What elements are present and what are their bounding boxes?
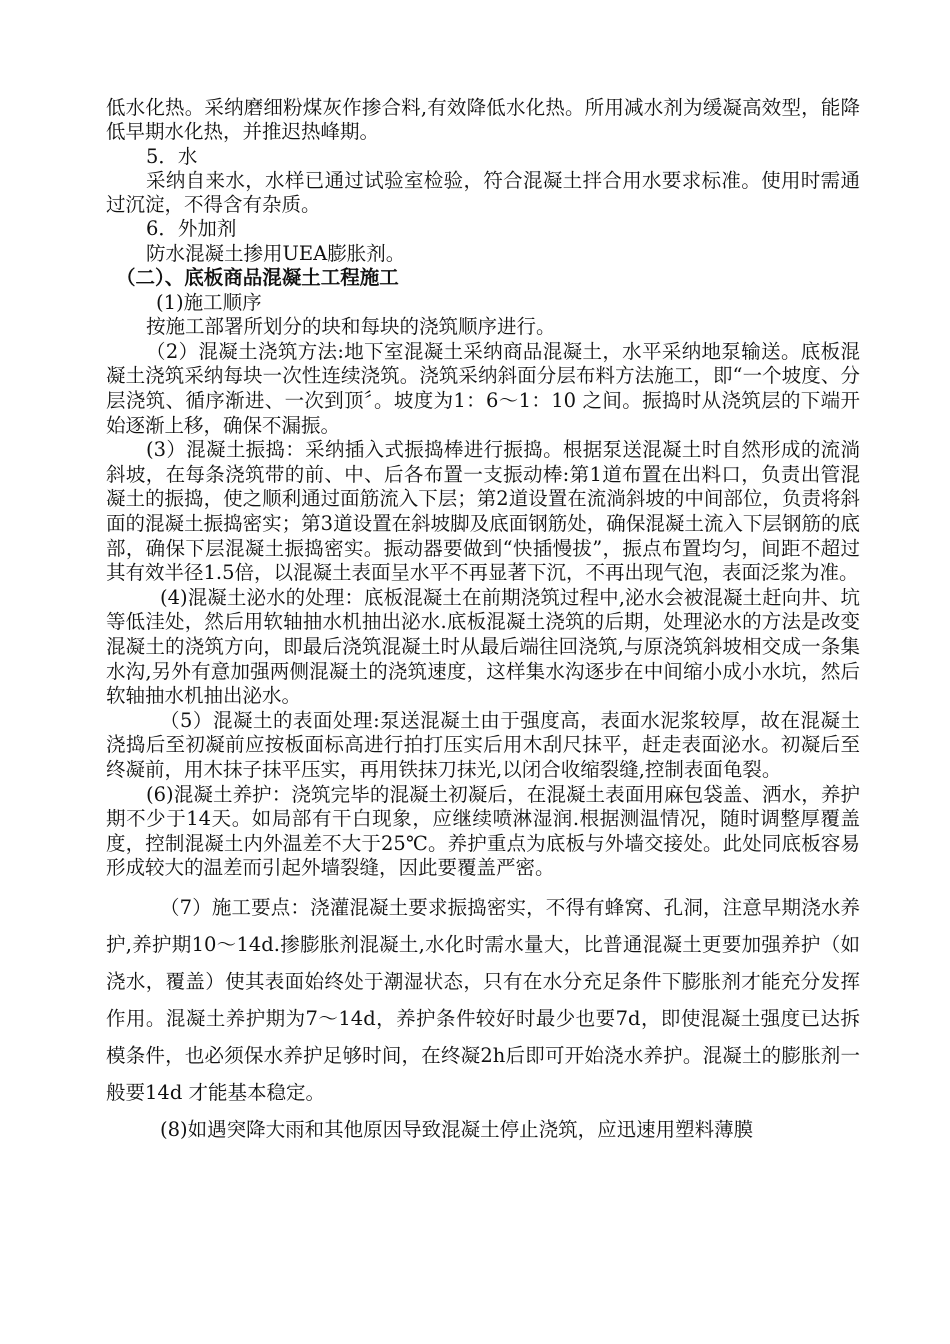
step-5-paragraph: （5）混凝土的表面处理:泵送混凝土由于强度高，表面水泥浆较厚，故在混凝土浇捣后至初凝前应按板面标高进行拍打压实后用木刮尺抹平，赶走表面泌水。初凝后至终凝前，用木抹子抹平压实，再用铁抹刀抹光,以闭合收缩裂缝,控制表面龟裂。 bbox=[106, 708, 860, 781]
paragraph-heat-continued: 低水化热。采纳磨细粉煤灰作掺合料,有效降低水化热。所用减水剂为缓凝高效型，能降低早期水化热，并推迟热峰期。 bbox=[106, 96, 860, 144]
step-6-paragraph: (6)混凝土养护：浇筑完毕的混凝土初凝后，在混凝土表面用麻包袋盖、洒水，养护期不少于14天。如局部有干白现象，应继续喷淋湿润.根据测温情况，随时调整厚覆盖度，控制混凝土内外温差不大于25℃。养护重点为底板与外墙交接处。此处同底板容易形成较大的温差而引起外墙裂缝，因此要覆盖严密。 bbox=[106, 782, 860, 880]
step-1-title: (1)施工顺序 bbox=[156, 290, 262, 314]
item-5-body: 采纳自来水，水样已通过试验室检验，符合混凝土拌合用水要求标准。使用时需通过沉淀，不得含有杂质。 bbox=[106, 168, 860, 217]
step-1-body: 按施工部署所划分的块和每块的浇筑顺序进行。 bbox=[146, 315, 556, 339]
construction-points-section bbox=[106, 889, 860, 1148]
step-2-paragraph: （2）混凝土浇筑方法:地下室混凝土采纳商品混凝土，水平采纳地泵输送。底板混凝土浇筑采纳每块一次性连续浇筑。浇筑采纳斜面分层布料方法施工，即“一个坡度、分层浇筑、循序渐进、一次到顶〞。坡度为1：6～1：10 之间。振捣时从浇筑层的下端开始逐渐上移，确保不漏振。 bbox=[106, 339, 860, 437]
item-6-body: 防水混凝土掺用UEA膨胀剂。 bbox=[146, 241, 406, 265]
step-4-paragraph: (4)混凝土泌水的处理：底板混凝土在前期浇筑过程中,泌水会被混凝土赶向井、坑等低洼处，然后用软轴抽水机抽出泌水.底板混凝土浇筑的后期，处理泌水的方法是改变混凝土的浇筑方向，即最后浇筑混凝土时从最后端往回浇筑,与原浇筑斜坡相交成一条集水沟,另外有意加强两侧混凝土的浇筑速度，这样集水沟逐步在中间缩小成小水坑，然后软轴抽水机抽出泌水。 bbox=[106, 585, 860, 708]
item-5-title: 5．水 bbox=[146, 144, 198, 168]
section-2-heading: （二）、底板商品混凝土工程施工 bbox=[116, 266, 399, 290]
construction-section bbox=[106, 291, 860, 881]
materials-section bbox=[106, 96, 860, 266]
step-7-paragraph: （7）施工要点：浇灌混凝土要求振捣密实，不得有蜂窝、孔洞，注意早期浇水养护,养护期10～14d.掺膨胀剂混凝土,水化时需水量大，比普通混凝土更要加强养护（如浇水，覆盖）使其表面始终处于潮湿状态，只有在水分充足条件下膨胀剂才能充分发挥作用。混凝土养护期为7～14d，养护条件较好时最少也要7d，即使混凝土强度已达拆模条件，也必须保水养护足够时间，在终凝2h后即可开始浇水养护。混凝土的膨胀剂一般要14d 才能基本稳定。 bbox=[106, 895, 860, 1104]
step-3-paragraph: (3）混凝土振捣：采纳插入式振捣棒进行振捣。根据泵送混凝土时自然形成的流淌斜坡，在每条浇筑带的前、中、后各布置一支振动棒:第1道布置在出料口，负责出管混凝土的振捣，使之顺利通过面筋流入下层；第2道设置在流淌斜坡的中间部位，负责将斜面的混凝土振捣密实；第3道设置在斜坡脚及底面钢筋处，确保混凝土流入下层钢筋的底部，确保下层混凝土振捣密实。振动器要做到“快插慢拔”，振点布置均匀，间距不超过其有效半径1.5倍，以混凝土表面呈水平不再显著下沉，不再出现气泡，表面泛浆为准。 bbox=[106, 438, 860, 585]
item-6-title: 6．外加剂 bbox=[146, 217, 237, 241]
step-8-paragraph: (8)如遇突降大雨和其他原因导致混凝土停止浇筑，应迅速用塑料薄膜 bbox=[160, 1117, 754, 1141]
